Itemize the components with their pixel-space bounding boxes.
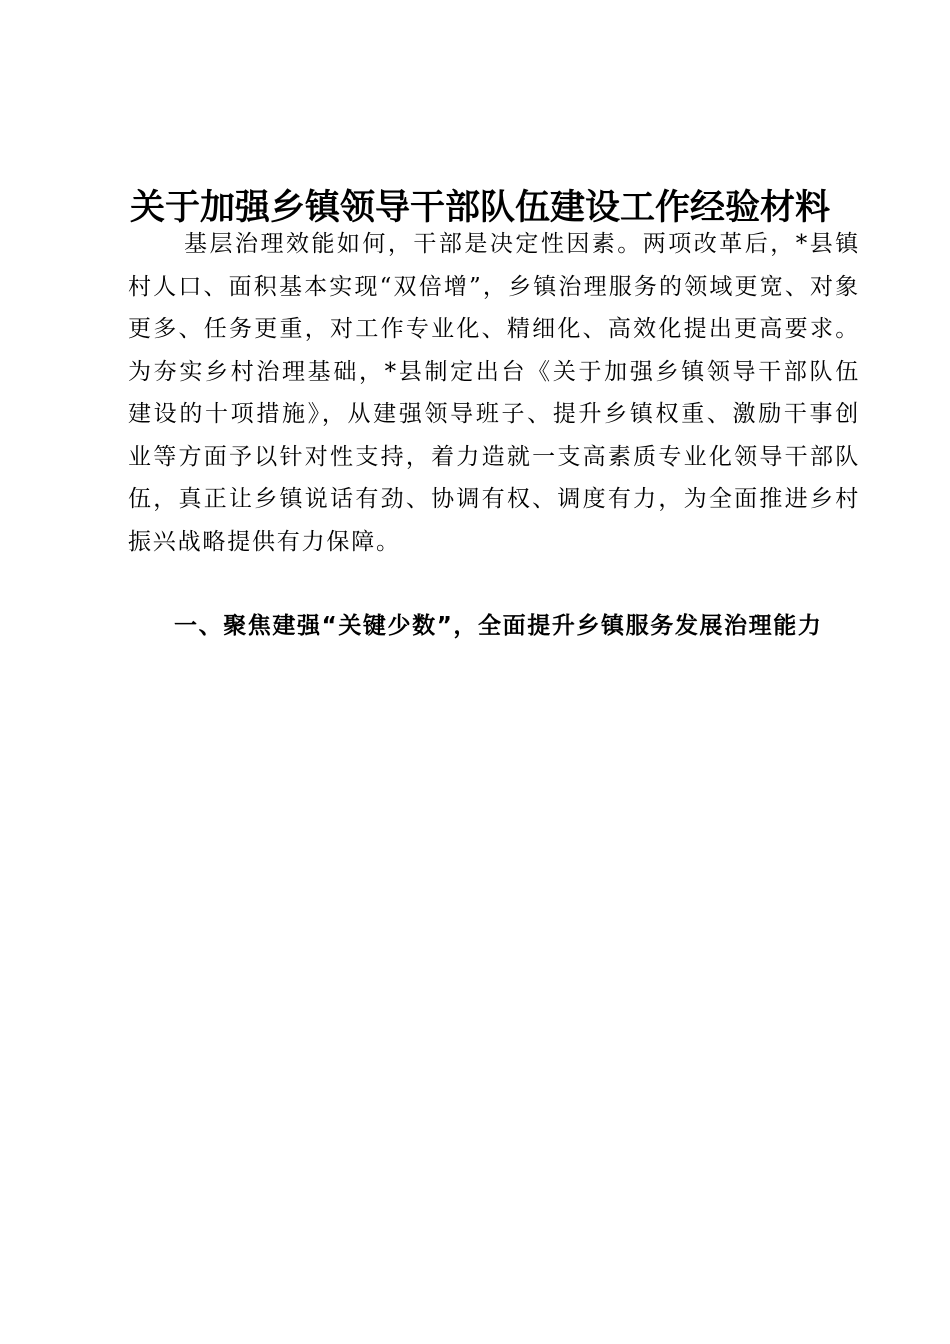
section-heading-1: 一、聚焦建强“关键少数”，全面提升乡镇服务发展治理能力 (174, 613, 823, 639)
document-title: 关于加强乡镇领导干部队伍建设工作经验材料 (129, 188, 830, 228)
intro-paragraph: 基层治理效能如何，干部是决定性因素。两项改革后，*县镇村人口、面积基本实现“双倍增”，乡镇治理服务的领域更宽、对象更多、任务更重，对工作专业化、精细化、高效化提出更高要求。为夯实乡村治理基础，*县制定出台《关于加强乡镇领导干部队伍建设的十项措施》，从建强领导班子、提升乡镇权重、激励干事创业等方面予以针对性支持，着力造就一支高素质专业化领导干部队伍，真正让乡镇说话有劲、协调有权、调度有力，为全面推进乡村振兴战略提供有力保障。 (128, 231, 860, 555)
